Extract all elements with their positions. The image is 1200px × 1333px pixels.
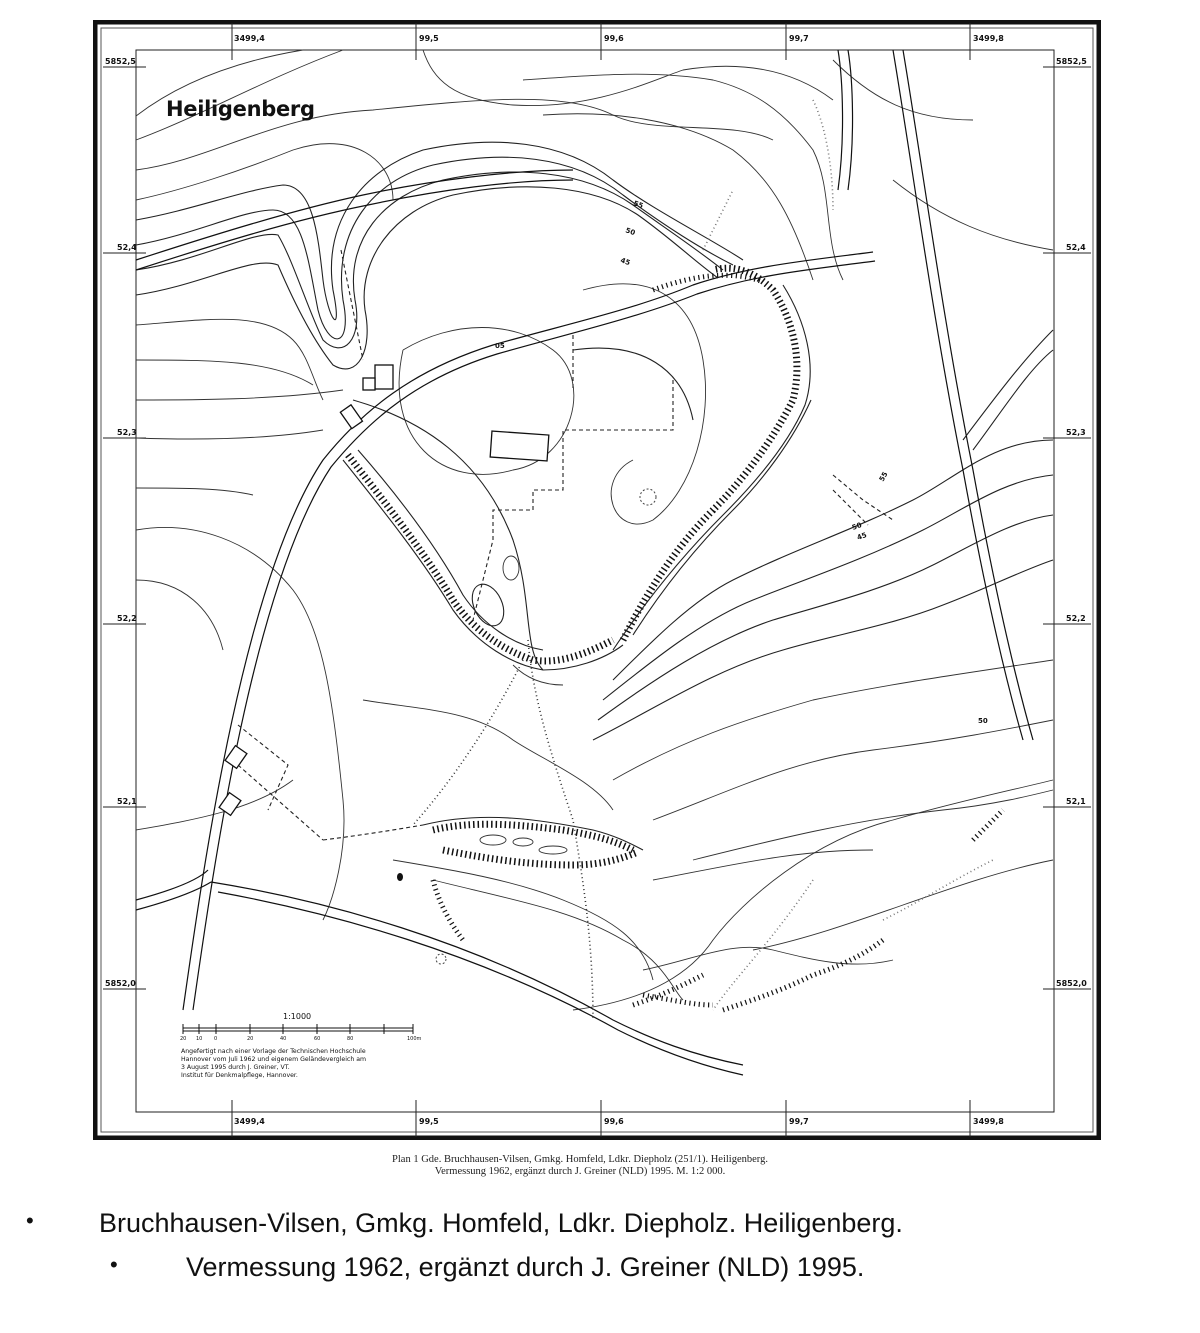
outer-border [95, 22, 1099, 1138]
topographic-map [93, 20, 1101, 1140]
note-line: 3 August 1995 durch J. Greiner, VT. [181, 1064, 290, 1071]
building [375, 365, 393, 389]
note-line: Hannover vom Juli 1962 und eigenem Geländevergleich am [181, 1056, 367, 1063]
right-coord-label: 52,1 [1066, 797, 1086, 806]
building [363, 378, 375, 390]
parcel-boundaries [238, 100, 993, 1020]
bullet-text: Vermessung 1962, ergänzt durch J. Greiner (NLD) 1995. [186, 1252, 865, 1282]
top-coord-label: 3499,8 [973, 34, 1004, 43]
buildings [219, 365, 656, 964]
right-coord-label: 52,2 [1066, 614, 1086, 623]
map-figure [93, 20, 1101, 1140]
note-line: Angefertigt nach einer Vorlage der Technischen Hochschule [181, 1048, 366, 1055]
scale-ratio: 1:1000 [283, 1012, 312, 1021]
contour-label: 45 [855, 531, 868, 542]
contour-label: 50 [978, 717, 988, 725]
right-coord-label: 5852,5 [1056, 57, 1087, 66]
top-grid-ticks [103, 23, 1091, 1137]
map-caption [0, 1154, 1160, 1178]
contour-label: 55 [632, 199, 645, 211]
map-notes [181, 1048, 421, 1080]
scale-tick-label: 100m [407, 1036, 422, 1042]
building [490, 431, 549, 461]
scale-tick-label: 60 [314, 1036, 321, 1042]
bullet-text: Bruchhausen-Vilsen, Gmkg. Homfeld, Ldkr. Diepholz. Heiligenberg. [99, 1208, 903, 1238]
inner-border [101, 28, 1093, 1132]
left-coord-label: 52,1 [117, 797, 137, 806]
top-coord-label: 99,6 [604, 34, 624, 43]
contour-label: 50 [624, 226, 637, 238]
caption-line-1: Plan 1 Gde. Bruchhausen-Vilsen, Gmkg. Homfeld, Ldkr. Diepholz (251/1). Heiligenberg. [392, 1154, 768, 1165]
left-coord-label: 5852,5 [105, 57, 136, 66]
left-coord-label: 52,2 [117, 614, 137, 623]
note-line: Institut für Denkmalpflege, Hannover. [181, 1072, 298, 1079]
scale-tick-label: 0 [214, 1036, 218, 1042]
roads [136, 50, 1053, 1075]
bottom-coord-label: 99,5 [419, 1117, 439, 1126]
right-coord-label: 5852,0 [1056, 979, 1087, 988]
building [340, 405, 362, 429]
point-feature [397, 873, 403, 881]
scale-bar [183, 1024, 413, 1034]
left-coord-label: 5852,0 [105, 979, 136, 988]
bottom-coord-label: 3499,4 [234, 1117, 265, 1126]
scale-ticks [180, 1036, 422, 1042]
contour-labels [495, 199, 988, 725]
scale-tick-label: 80 [347, 1036, 354, 1042]
scale-tick-label: 40 [280, 1036, 287, 1042]
rampart-earthwork [343, 268, 1003, 1010]
building [225, 746, 247, 769]
top-coord-label: 99,5 [419, 34, 439, 43]
bottom-coord-label: 99,7 [789, 1117, 809, 1126]
top-coord-label: 3499,4 [234, 34, 265, 43]
left-coord-label: 52,3 [117, 428, 137, 437]
tree-symbol [640, 489, 656, 505]
scale-tick-label: 20 [180, 1036, 187, 1042]
contour-label: 50 [850, 521, 863, 532]
bottom-coord-label: 99,6 [604, 1117, 624, 1126]
map-neatline [136, 50, 1054, 1112]
right-coord-label: 52,4 [1066, 243, 1086, 252]
scale-tick-label: 10 [196, 1036, 203, 1042]
caption-line-2: Vermessung 1962, ergänzt durch J. Greiner (NLD) 1995. M. 1:2 000. [434, 1166, 726, 1177]
contour-label: 55 [877, 470, 890, 483]
contour-label: 45 [619, 256, 632, 268]
bullet-marker: • [26, 1208, 34, 1233]
contour-label: 05 [495, 342, 505, 350]
scale-tick-label: 20 [247, 1036, 254, 1042]
top-coord-label: 99,7 [789, 34, 809, 43]
bottom-coord-label: 3499,8 [973, 1117, 1004, 1126]
left-coord-label: 52,4 [117, 243, 137, 252]
bullet-marker: • [110, 1252, 118, 1277]
map-title: Heiligenberg [166, 97, 315, 121]
right-coord-label: 52,3 [1066, 428, 1086, 437]
tree-symbol [436, 954, 446, 964]
